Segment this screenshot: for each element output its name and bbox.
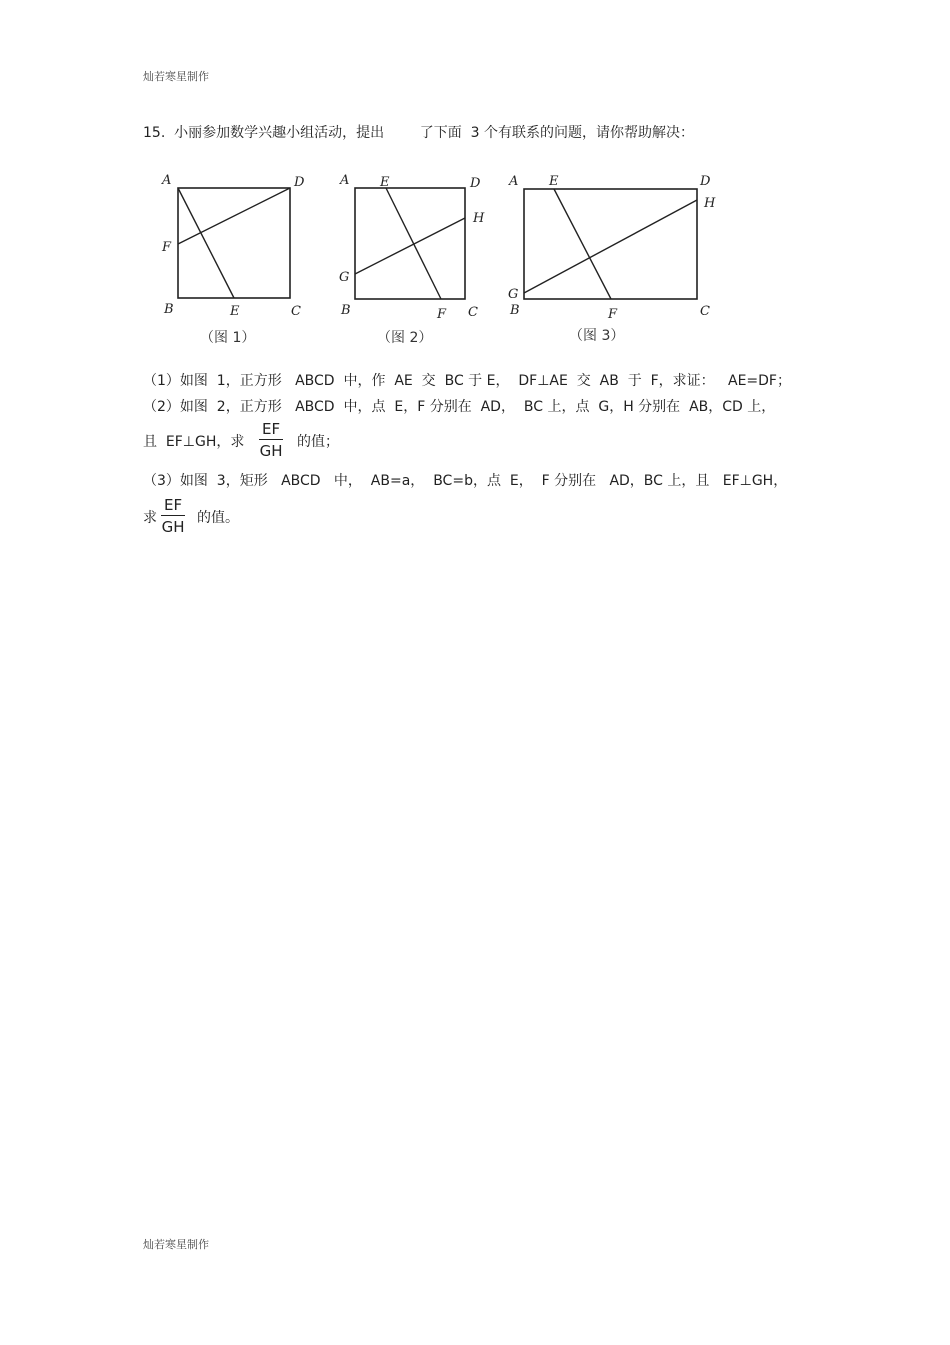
point-label-a: A — [340, 173, 350, 188]
question-3-line-1: （3）如图 3，矩形 ABCD 中， AB=a， BC=b，点 E， F 分别在 AD，BC 上，且 EF⊥GH， — [143, 473, 788, 489]
figure-caption: （图 1） — [200, 330, 256, 346]
point-label-a: A — [162, 173, 172, 188]
fraction-numerator: EF — [259, 420, 283, 440]
point-label-c: C — [291, 304, 301, 319]
figure-3 — [504, 168, 729, 353]
fraction-numerator: EF — [161, 496, 185, 516]
point-label-h: H — [473, 211, 485, 226]
point-label-e: E — [230, 304, 240, 319]
point-label-d: D — [470, 176, 481, 191]
point-label-f: F — [162, 240, 172, 255]
figure-caption: （图 2） — [377, 330, 433, 346]
problem-intro: 15. 小丽参加数学兴趣小组活动，提出 了下面 3 个有联系的问题，请你帮助解决： — [143, 125, 695, 141]
point-label-g: G — [339, 270, 350, 285]
point-label-d: D — [700, 174, 711, 189]
point-label-e: E — [549, 174, 559, 189]
fraction-denominator: GH — [259, 442, 283, 460]
question-3-line-2-suffix: 的值。 — [197, 510, 239, 526]
question-1: （1）如图 1，正方形 ABCD 中，作 AE 交 BC 于 E， DF⊥AE 交 AB 于 F，求证： AE=DF； — [143, 373, 791, 389]
question-3-line-2-prefix: 求 — [143, 510, 157, 526]
point-label-g: G — [508, 287, 519, 302]
point-label-d: D — [294, 175, 305, 190]
figure-1 — [155, 168, 315, 353]
point-label-b: B — [164, 302, 174, 317]
point-label-a: A — [509, 174, 519, 189]
point-label-c: C — [700, 304, 710, 319]
point-label-h: H — [704, 196, 716, 211]
page-header: 灿若寒星制作 — [143, 70, 209, 83]
question-2-line-2-prefix: 且 EF⊥GH，求 — [143, 434, 245, 450]
page-footer: 灿若寒星制作 — [143, 1238, 209, 1251]
question-2-line-2-suffix: 的值； — [297, 434, 339, 450]
question-2-line-1: （2）如图 2，正方形 ABCD 中，点 E，F 分别在 AD， BC 上，点 G，H 分别在 AB，CD 上， — [143, 399, 776, 415]
point-label-c: C — [468, 305, 478, 320]
figure-caption: （图 3） — [569, 328, 625, 344]
fraction-ef-gh — [161, 496, 185, 536]
fraction-denominator: GH — [161, 518, 185, 536]
point-label-e: E — [380, 175, 390, 190]
point-label-f: F — [608, 307, 618, 322]
point-label-b: B — [341, 303, 351, 318]
figure-2 — [334, 168, 494, 353]
point-label-f: F — [437, 307, 447, 322]
fraction-ef-gh — [259, 420, 283, 460]
point-label-b: B — [510, 303, 520, 318]
